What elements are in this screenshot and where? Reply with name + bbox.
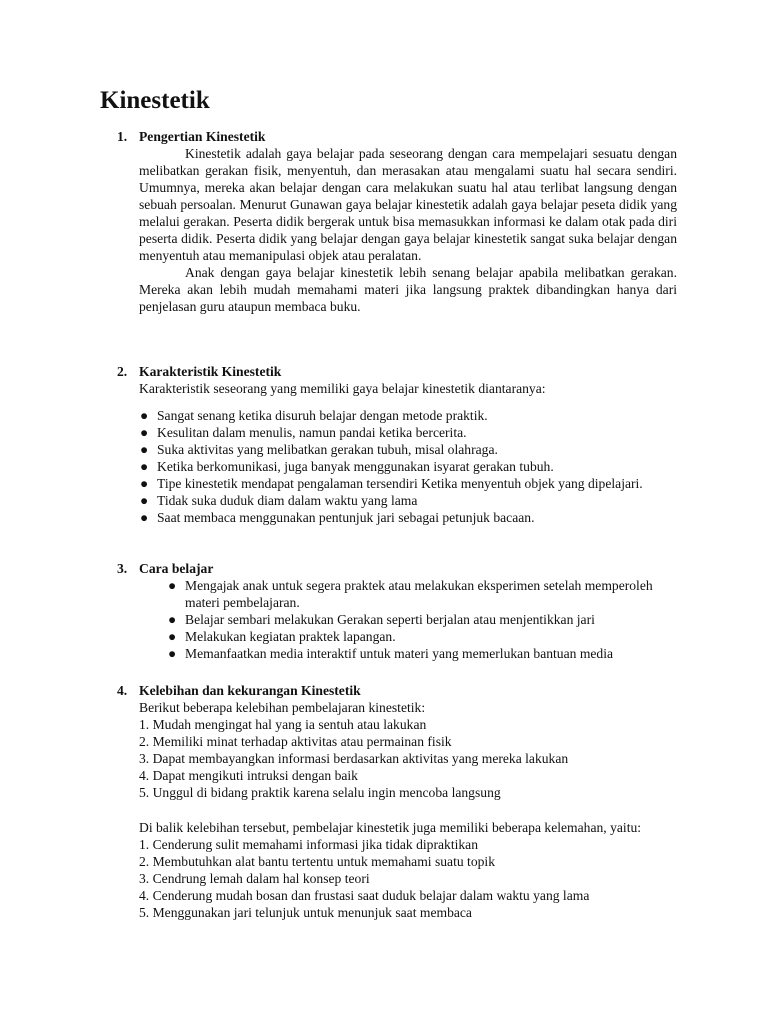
section-pengertian: [117, 128, 677, 315]
list-item: ● Belajar sembari melakukan Gerakan seperti berjalan atau menjentikkan jari: [168, 612, 595, 627]
paragraph: Anak dengan gaya belajar kinestetik lebih senang belajar apabila melibatkan gerakan. Mereka akan lebih mudah memahami materi jika langsung praktek dibandingkan hanya dari penjelasan guru ataupun membaca buku.: [139, 265, 677, 314]
bullet-list: [140, 407, 657, 526]
section-heading: [117, 363, 677, 380]
list-item: ● Sangat senang ketika disuruh belajar dengan metode praktik.: [140, 408, 488, 423]
paragraph: Kinestetik adalah gaya belajar pada seseorang dengan cara mempelajari sesuatu dengan melibatkan gerakan fisik, menyentuh, dan merasakan atau mengalami suatu hal secara sendiri. Umumnya, mereka akan belajar dengan cara melakukan suatu hal atau terlibat langsung dengan sebuah persoalan. Menurut Gunawan gaya belajar kinestetik adalah gaya belajar peseta didik yang melalui gerakan. Peserta didik bergerak untuk bisa memasukkan informasi ke dalam otak pada diri peserta didik. Peserta didik yang belajar dengan gaya belajar kinestetik sangat suka belajar dengan menyentuh atau memanipulasi objek atau peralatan.: [139, 146, 677, 263]
section-title: Kelebihan dan kekurangan Kinestetik: [139, 683, 361, 698]
section-number: 3.: [117, 561, 128, 576]
section-karakteristik: [117, 363, 677, 526]
section-kelebihan-kekurangan: [117, 682, 677, 921]
list-item: 2. Memiliki minat terhadap aktivitas atau permainan fisik: [139, 734, 452, 749]
bullet-icon: ●: [168, 612, 177, 627]
list-item: 3. Dapat membayangkan informasi berdasarkan aktivitas yang mereka lakukan: [139, 751, 569, 766]
list-item: 2. Membutuhkan alat bantu tertentu untuk memahami suatu topik: [139, 854, 496, 869]
section-heading: [117, 560, 677, 577]
section-title: Pengertian Kinestetik: [139, 129, 266, 144]
section-title: Cara belajar: [139, 561, 214, 576]
bullet-icon: ●: [168, 629, 177, 644]
bullet-icon: ●: [140, 425, 149, 440]
bullet-icon: ●: [168, 646, 177, 661]
list-item: ● Memanfaatkan media interaktif untuk materi yang memerlukan bantuan media: [168, 646, 614, 661]
list-item: ● Melakukan kegiatan praktek lapangan.: [168, 629, 396, 644]
list-item: 4. Cenderung mudah bosan dan frustasi saat duduk belajar dalam waktu yang lama: [139, 888, 590, 903]
bullet-icon: ●: [140, 476, 149, 491]
page-title: Kinestetik: [100, 87, 210, 114]
list-item: ● Tipe kinestetik mendapat pengalaman tersendiri Ketika menyentuh objek yang dipelajari.: [140, 476, 643, 491]
section-number: 2.: [117, 364, 128, 379]
section-number: 1.: [117, 129, 128, 144]
section-title: Karakteristik Kinestetik: [139, 364, 282, 379]
list-item: 3. Cendrung lemah dalam hal konsep teori: [139, 871, 370, 886]
section-cara-belajar: [117, 560, 677, 662]
section-number: 4.: [117, 683, 128, 698]
bullet-icon: ●: [140, 459, 149, 474]
bullet-list: [168, 577, 685, 662]
list-item: 5. Unggul di bidang praktik karena selalu ingin mencoba langsung: [139, 785, 501, 800]
list-item: 1. Cenderung sulit memahami informasi jika tidak dipraktikan: [139, 837, 479, 852]
list-item: 1. Mudah mengingat hal yang ia sentuh atau lakukan: [139, 717, 427, 732]
section-intro: Di balik kelebihan tersebut, pembelajar kinestetik juga memiliki beberapa kelemahan, yaitu:: [139, 820, 642, 835]
section-intro: Berikut beberapa kelebihan pembelajaran kinestetik:: [139, 700, 426, 715]
bullet-icon: ●: [140, 510, 149, 525]
section-intro: Karakteristik seseorang yang memiliki gaya belajar kinestetik diantaranya:: [139, 381, 546, 396]
bullet-icon: ●: [168, 578, 177, 593]
section-heading: [117, 128, 677, 145]
bullet-icon: ●: [140, 442, 149, 457]
section-heading: [117, 682, 677, 699]
list-item: ● Saat membaca menggunakan pentunjuk jari sebagai petunjuk bacaan.: [140, 510, 535, 525]
bullet-icon: ●: [140, 408, 149, 423]
list-item: ● Suka aktivitas yang melibatkan gerakan tubuh, misal olahraga.: [140, 442, 498, 457]
list-item: 4. Dapat mengikuti intruksi dengan baik: [139, 768, 358, 783]
list-item: 5. Menggunakan jari telunjuk untuk menunjuk saat membaca: [139, 905, 472, 920]
list-item: ● Tidak suka duduk diam dalam waktu yang lama: [140, 493, 418, 508]
list-item: ● Mengajak anak untuk segera praktek atau melakukan eksperimen setelah memperoleh materi pembelajaran.: [168, 578, 653, 610]
list-item: ● Kesulitan dalam menulis, namun pandai ketika bercerita.: [140, 425, 467, 440]
list-item: ● Ketika berkomunikasi, juga banyak menggunakan isyarat gerakan tubuh.: [140, 459, 554, 474]
bullet-icon: ●: [140, 493, 149, 508]
